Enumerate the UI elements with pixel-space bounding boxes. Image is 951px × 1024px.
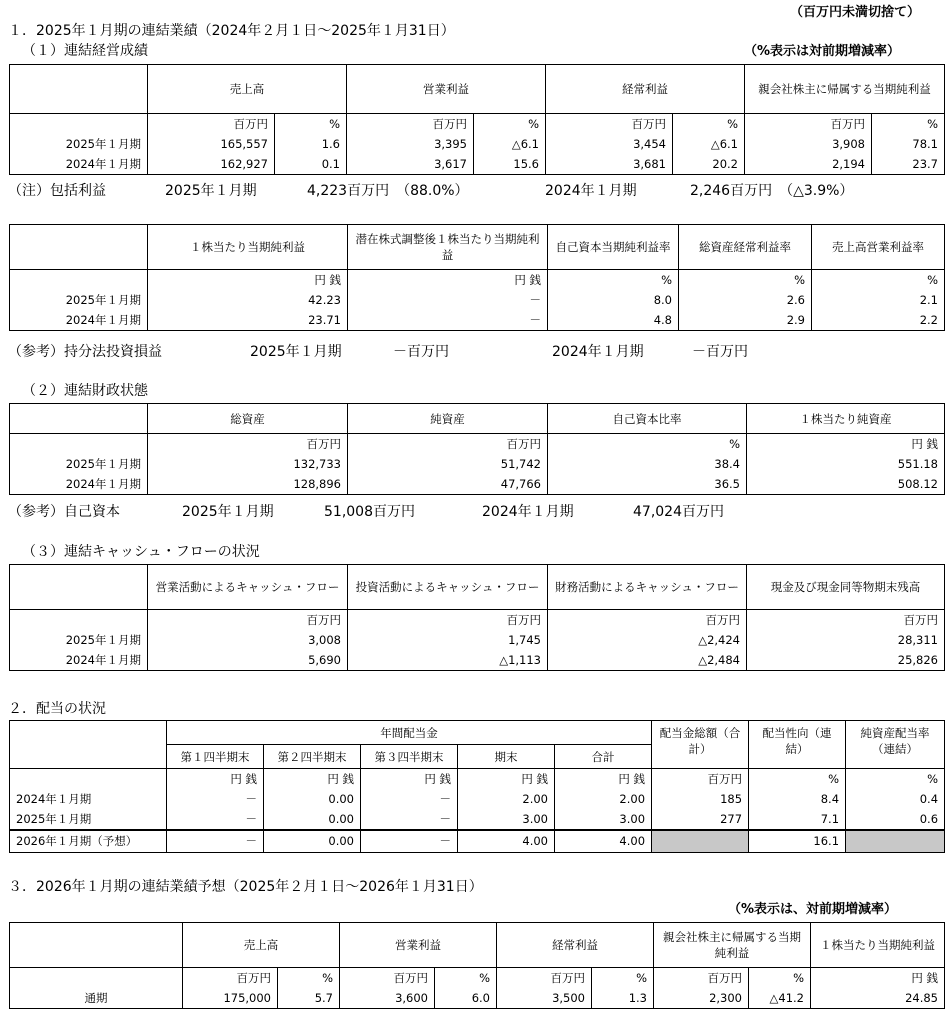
sub3-title: （３）連結キャッシュ・フローの状況: [22, 544, 260, 560]
value-cell: 4.00: [555, 830, 652, 852]
unit-cell: 円 銭: [747, 434, 945, 455]
unit-cell: 百万円: [148, 434, 348, 455]
header-net-assets: 純資産: [348, 404, 548, 434]
unit-cell: %: [673, 114, 745, 135]
section3-title: ３．2026年１月期の連結業績予想（2025年２月１日～2026年１月31日）: [8, 879, 483, 895]
sub1-note: （%表示は対前期増減率）: [744, 44, 901, 59]
comprehensive-note-period1: 2025年１月期: [165, 183, 257, 199]
value-cell: 1.3: [592, 988, 654, 1009]
header-doe: 純資産配当率（連結）: [846, 721, 945, 769]
value-cell: 4.8: [548, 310, 679, 331]
value-cell: 3,454: [546, 134, 673, 154]
unit-cell: 百万円: [497, 968, 592, 989]
value-cell: －: [348, 310, 548, 331]
unit-cell: %: [548, 434, 747, 455]
row-label: 2024年１月期: [10, 154, 148, 175]
value-cell: 0.00: [264, 830, 361, 852]
value-cell: △6.1: [474, 134, 546, 154]
operating-results-table: [9, 64, 945, 175]
equity-method-note-value1: －百万円: [393, 344, 449, 360]
header-ordinary-income: 経常利益: [497, 923, 654, 968]
unit-cell: %: [749, 968, 811, 989]
header-investing-cf: 投資活動によるキャッシュ・フロー: [348, 565, 548, 610]
unit-cell: 百万円: [348, 610, 548, 631]
value-cell: 78.1: [872, 134, 945, 154]
value-cell: 162,927: [148, 154, 275, 175]
header-eps: １株当たり当期純利益: [148, 225, 348, 270]
value-cell: △2,484: [548, 650, 747, 671]
value-cell: 51,742: [348, 454, 548, 474]
header-roa: 総資産経常利益率: [679, 225, 812, 270]
value-cell: 36.5: [548, 474, 747, 495]
equity-note-label: （参考）自己資本: [8, 504, 120, 520]
comprehensive-note-value1: 4,223百万円 （88.0%）: [307, 183, 469, 199]
dividends-table: [9, 720, 945, 853]
value-cell: 3.00: [458, 809, 555, 830]
value-cell: 8.0: [548, 290, 679, 310]
value-cell: 0.4: [846, 789, 945, 809]
header-q2: 第２四半期末: [264, 745, 361, 769]
value-cell: 2.00: [458, 789, 555, 809]
header-sales: 売上高: [183, 923, 340, 968]
row-label: 2025年１月期: [10, 809, 167, 830]
header-q1: 第１四半期末: [167, 745, 264, 769]
equity-note-value2: 47,024百万円: [633, 504, 724, 520]
value-cell: －: [361, 789, 458, 809]
unit-cell: 百万円: [652, 769, 749, 790]
row-label: 2024年１月期: [10, 650, 148, 671]
unit-cell: 百万円: [183, 968, 278, 989]
value-cell: 0.6: [846, 809, 945, 830]
header-total: 合計: [555, 745, 652, 769]
value-cell: 0.1: [275, 154, 347, 175]
unit-cell: %: [548, 270, 679, 291]
value-cell: 7.1: [749, 809, 846, 830]
equity-method-note-label: （参考）持分法投資損益: [8, 344, 162, 360]
unit-cell: %: [278, 968, 340, 989]
value-cell: 3,908: [745, 134, 872, 154]
header-operating-cf: 営業活動によるキャッシュ・フロー: [148, 565, 348, 610]
section1-title: １．2025年１月期の連結業績（2024年２月１日～2025年１月31日）: [8, 23, 455, 39]
value-cell: －: [167, 789, 264, 809]
value-cell: 3,600: [340, 988, 435, 1009]
unit-cell: %: [275, 114, 347, 135]
value-cell: －: [167, 830, 264, 852]
table-row: [10, 310, 945, 331]
value-cell: 551.18: [747, 454, 945, 474]
unit-cell: %: [812, 270, 945, 291]
comprehensive-note-period2: 2024年１月期: [545, 183, 637, 199]
unit-cell: 百万円: [745, 114, 872, 135]
header-operating-margin: 売上高営業利益率: [812, 225, 945, 270]
value-cell: 2.6: [679, 290, 812, 310]
equity-note-period1: 2025年１月期: [182, 504, 274, 520]
comprehensive-note-value2: 2,246百万円 （△3.9%）: [690, 183, 854, 199]
value-cell: －: [167, 809, 264, 830]
row-label: 2024年１月期: [10, 310, 148, 331]
value-cell: 277: [652, 809, 749, 830]
value-cell: 4.00: [458, 830, 555, 852]
value-cell: 5,690: [148, 650, 348, 671]
unit-cell: 百万円: [148, 114, 275, 135]
value-cell: 1.6: [275, 134, 347, 154]
value-cell: 6.0: [435, 988, 497, 1009]
table-row: [10, 290, 945, 310]
unit-cell: %: [474, 114, 546, 135]
equity-method-note-period2: 2024年１月期: [552, 344, 644, 360]
unit-cell: 百万円: [546, 114, 673, 135]
cash-flow-table: [9, 564, 945, 671]
table-row: [10, 650, 945, 671]
header-q3: 第３四半期末: [361, 745, 458, 769]
value-cell: －: [361, 830, 458, 852]
value-cell: －: [348, 290, 548, 310]
unit-cell: 円 銭: [811, 968, 945, 989]
equity-note-period2: 2024年１月期: [482, 504, 574, 520]
header-roe: 自己資本当期純利益率: [548, 225, 679, 270]
header-operating-income: 営業利益: [347, 65, 546, 114]
header-equity-ratio: 自己資本比率: [548, 404, 747, 434]
unit-cell: 円 銭: [264, 769, 361, 790]
unit-note: （百万円未満切捨て）: [790, 5, 921, 20]
value-cell: △6.1: [673, 134, 745, 154]
table-row: [10, 154, 945, 175]
unit-cell: 百万円: [747, 610, 945, 631]
shaded-cell: [846, 830, 945, 852]
table-row: [10, 630, 945, 650]
unit-cell: 円 銭: [148, 270, 348, 291]
unit-cell: 百万円: [548, 610, 747, 631]
section2-title: ２．配当の状況: [8, 701, 106, 717]
header-total-assets: 総資産: [148, 404, 348, 434]
value-cell: 2.1: [812, 290, 945, 310]
table-row: [10, 454, 945, 474]
header-financing-cf: 財務活動によるキャッシュ・フロー: [548, 565, 747, 610]
corner-cell: [10, 65, 148, 114]
unit-cell: 円 銭: [361, 769, 458, 790]
table-row: [10, 809, 945, 830]
value-cell: 25,826: [747, 650, 945, 671]
unit-cell: %: [846, 769, 945, 790]
row-label: 通期: [10, 988, 183, 1009]
value-cell: 24.85: [811, 988, 945, 1009]
unit-cell: 円 銭: [348, 270, 548, 291]
header-bps: １株当たり純資産: [747, 404, 945, 434]
value-cell: 3,681: [546, 154, 673, 175]
row-label: 2025年１月期: [10, 134, 148, 154]
unit-cell: 百万円: [347, 114, 474, 135]
value-cell: 128,896: [148, 474, 348, 495]
per-share-table: [9, 224, 945, 331]
unit-cell: 円 銭: [555, 769, 652, 790]
forecast-table: [9, 922, 945, 1009]
value-cell: 0.00: [264, 809, 361, 830]
value-cell: 28,311: [747, 630, 945, 650]
value-cell: 47,766: [348, 474, 548, 495]
unit-cell: 円 銭: [458, 769, 555, 790]
shaded-cell: [652, 830, 749, 852]
value-cell: 38.4: [548, 454, 747, 474]
value-cell: 2.2: [812, 310, 945, 331]
unit-cell: %: [592, 968, 654, 989]
header-total-dividend: 配当金総額（合計）: [652, 721, 749, 769]
table-row: [10, 830, 945, 852]
value-cell: 3,617: [347, 154, 474, 175]
value-cell: 20.2: [673, 154, 745, 175]
value-cell: 3,395: [347, 134, 474, 154]
comprehensive-note-label: （注）包括利益: [8, 183, 106, 199]
value-cell: △1,113: [348, 650, 548, 671]
value-cell: 175,000: [183, 988, 278, 1009]
header-cash-balance: 現金及び現金同等物期末残高: [747, 565, 945, 610]
row-label: 2025年１月期: [10, 454, 148, 474]
value-cell: 2,300: [654, 988, 749, 1009]
unit-cell: %: [749, 769, 846, 790]
value-cell: 3.00: [555, 809, 652, 830]
row-label: 2024年１月期: [10, 474, 148, 495]
unit-cell: 円 銭: [167, 769, 264, 790]
value-cell: 8.4: [749, 789, 846, 809]
value-cell: 5.7: [278, 988, 340, 1009]
table-row: [10, 988, 945, 1009]
row-label: 2024年１月期: [10, 789, 167, 809]
unit-cell: 百万円: [348, 434, 548, 455]
value-cell: 508.12: [747, 474, 945, 495]
row-label: 2026年１月期（予想）: [10, 830, 167, 852]
sub2-title: （２）連結財政状態: [22, 383, 148, 399]
value-cell: 23.7: [872, 154, 945, 175]
value-cell: 15.6: [474, 154, 546, 175]
value-cell: 2.9: [679, 310, 812, 331]
financial-position-table: [9, 403, 945, 495]
value-cell: 16.1: [749, 830, 846, 852]
header-net-income: 親会社株主に帰属する当期純利益: [745, 65, 945, 114]
value-cell: 3,500: [497, 988, 592, 1009]
value-cell: 132,733: [148, 454, 348, 474]
sub1-title: （１）連結経営成績: [22, 43, 148, 59]
unit-cell: %: [679, 270, 812, 291]
header-payout-ratio: 配当性向（連結）: [749, 721, 846, 769]
value-cell: 0.00: [264, 789, 361, 809]
unit-cell: 百万円: [148, 610, 348, 631]
header-sales: 売上高: [148, 65, 347, 114]
equity-note-value1: 51,008百万円: [324, 504, 415, 520]
table-row: [10, 789, 945, 809]
section3-note: （%表示は、対前期増減率）: [728, 902, 898, 917]
value-cell: －: [361, 809, 458, 830]
value-cell: 42.23: [148, 290, 348, 310]
header-eps: １株当たり当期純利益: [811, 923, 945, 968]
unit-cell: 百万円: [654, 968, 749, 989]
equity-method-note-period1: 2025年１月期: [250, 344, 342, 360]
value-cell: △41.2: [749, 988, 811, 1009]
header-year-end: 期末: [458, 745, 555, 769]
header-diluted-eps: 潜在株式調整後１株当たり当期純利益: [348, 225, 548, 270]
value-cell: 2,194: [745, 154, 872, 175]
value-cell: 165,557: [148, 134, 275, 154]
value-cell: 1,745: [348, 630, 548, 650]
unit-cell: %: [435, 968, 497, 989]
header-operating-income: 営業利益: [340, 923, 497, 968]
header-annual-dividend: 年間配当金: [167, 721, 652, 745]
value-cell: 23.71: [148, 310, 348, 331]
unit-cell: 百万円: [340, 968, 435, 989]
table-row: [10, 134, 945, 154]
equity-method-note-value2: －百万円: [692, 344, 748, 360]
header-net-income: 親会社株主に帰属する当期純利益: [654, 923, 811, 968]
value-cell: 3,008: [148, 630, 348, 650]
value-cell: 2.00: [555, 789, 652, 809]
row-label: 2025年１月期: [10, 290, 148, 310]
value-cell: 185: [652, 789, 749, 809]
table-row: [10, 474, 945, 495]
header-ordinary-income: 経常利益: [546, 65, 745, 114]
unit-cell: %: [872, 114, 945, 135]
row-label: 2025年１月期: [10, 630, 148, 650]
value-cell: △2,424: [548, 630, 747, 650]
